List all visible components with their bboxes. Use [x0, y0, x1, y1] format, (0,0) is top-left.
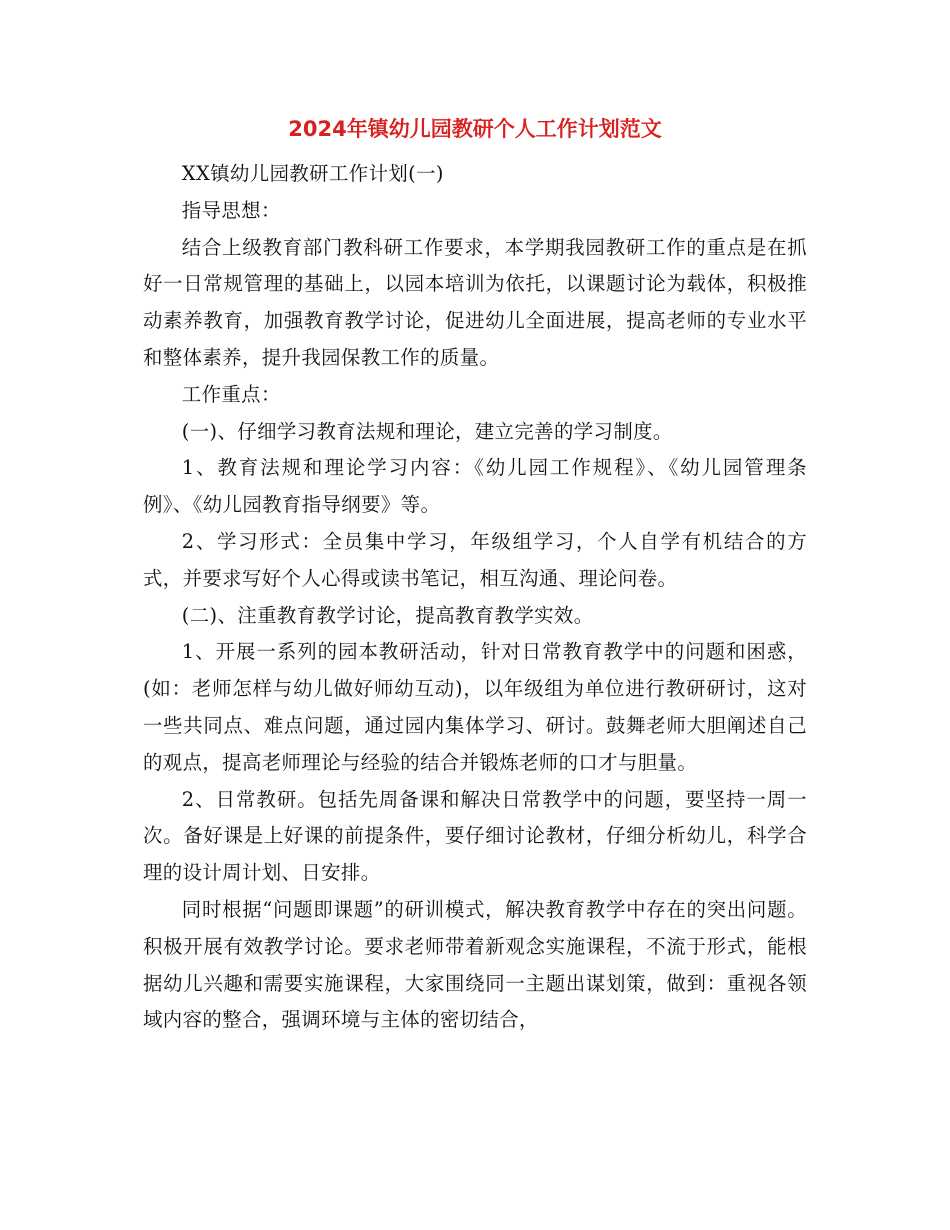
document-body: [143, 156, 807, 1039]
paragraph-study-content: 1、教育法规和理论学习内容：《幼儿园工作规程》、《幼儿园管理条例》、《幼儿园教育指导纲要》等。: [143, 456, 807, 517]
paragraph-research-activities: 1、开展一系列的园本教研活动，针对日常教育教学中的问题和困惑，(如：老师怎样与幼儿做好师幼互动)，以年级组为单位进行教研研讨，这对一些共同点、难点问题，通过园内集体学习、研讨。鼓舞老师大胆阐述自己的观点，提高老师理论与经验的结合并锻炼老师的口才与胆量。: [143, 640, 807, 774]
subheading-work-focus: 工作重点：: [181, 382, 281, 406]
item-heading-two: (二)、注重教育教学讨论，提高教育教学实效。: [181, 603, 594, 627]
paragraph-guiding-thought: 结合上级教育部门教科研工作要求，本学期我园教研工作的重点是在抓好一日常规管理的基础上，以园本培训为依托，以课题讨论为载体，积极推动素养教育，加强教育教学讨论，促进幼儿全面进展，提高老师的专业水平和整体素养，提升我园保教工作的质量。: [143, 235, 807, 369]
subheading-guiding-thought: 指导思想：: [181, 198, 281, 222]
section-heading: XX镇幼儿园教研工作计划(一): [181, 162, 444, 185]
paragraph-study-form: 2、学习形式：全员集中学习，年级组学习，个人自学有机结合的方式，并要求写好个人心得或读书笔记，相互沟通、理论问卷。: [143, 529, 807, 590]
item-heading-one: (一)、仔细学习教育法规和理论，建立完善的学习制度。: [181, 419, 673, 443]
paragraph-problem-research: 同时根据“问题即课题”的研训模式，解决教育教学中存在的突出问题。积极开展有效教学讨论。要求老师带着新观念实施课程，不流于形式，能根据幼儿兴趣和需要实施课程，大家围绕同一主题出谋划策，做到：重视各领域内容的整合，强调环境与主体的密切结合，: [143, 897, 807, 1032]
document-title: 2024年镇幼儿园教研个人工作计划范文: [288, 117, 662, 141]
paragraph-daily-research: 2、日常教研。包括先周备课和解决日常教学中的问题，要坚持一周一次。备好课是上好课的前提条件，要仔细讨论教材，仔细分析幼儿，科学合理的设计周计划、日安排。: [143, 787, 807, 885]
